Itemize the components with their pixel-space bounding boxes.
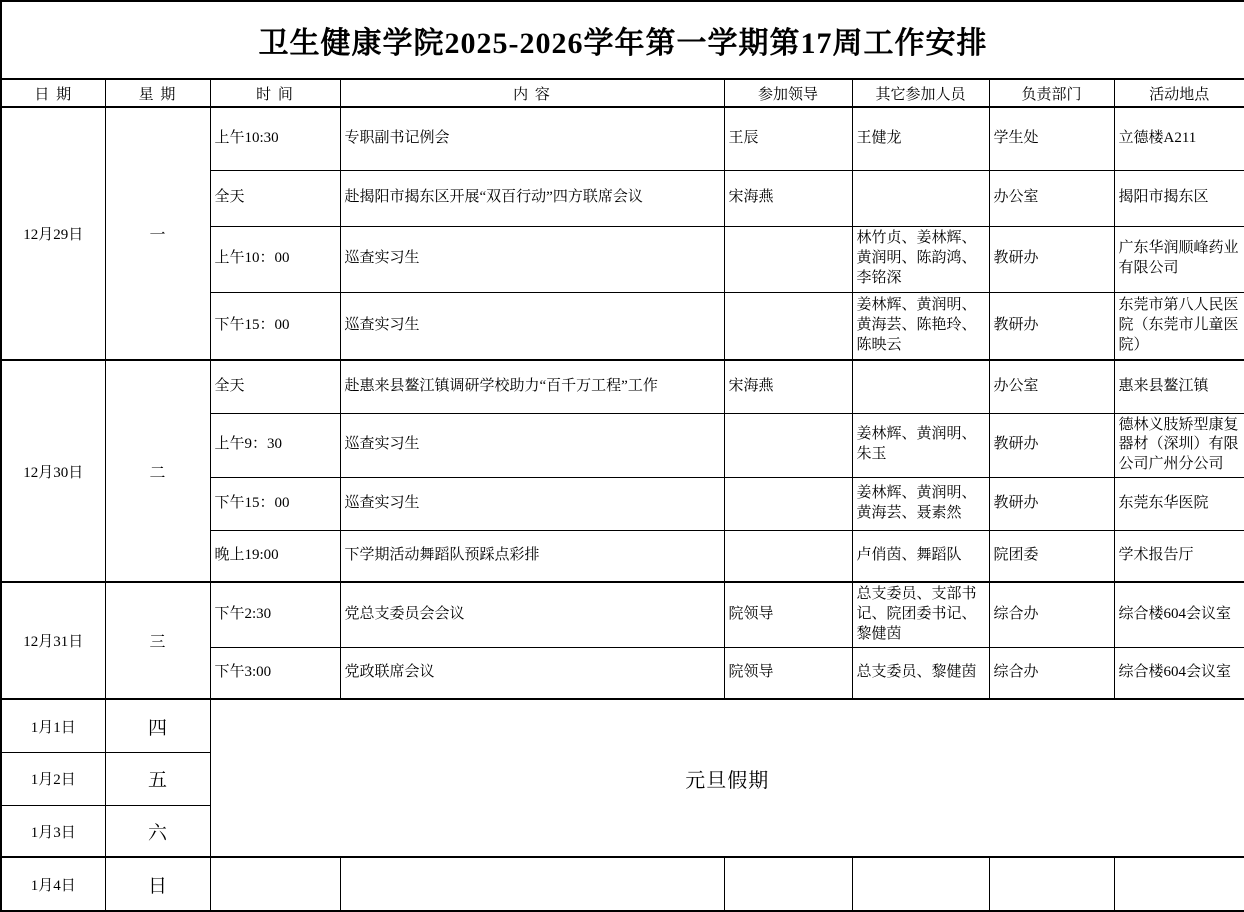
header-participants: 其它参加人员 xyxy=(852,79,989,107)
content-cell xyxy=(340,857,724,911)
department-cell: 综合办 xyxy=(989,647,1114,699)
weekday-cell: 三 xyxy=(105,582,210,699)
leaders-cell: 宋海燕 xyxy=(724,360,852,413)
department-cell: 教研办 xyxy=(989,413,1114,477)
table-row xyxy=(1,582,1244,647)
time-cell xyxy=(210,857,340,911)
location-cell xyxy=(1114,857,1244,911)
content-cell: 党总支委员会会议 xyxy=(340,582,724,647)
leaders-cell xyxy=(724,413,852,477)
department-cell: 教研办 xyxy=(989,292,1114,360)
leaders-cell xyxy=(724,477,852,530)
department-cell: 教研办 xyxy=(989,226,1114,292)
leaders-cell: 王辰 xyxy=(724,107,852,170)
content-cell: 巡查实习生 xyxy=(340,226,724,292)
date-cell: 1月2日 xyxy=(1,752,105,805)
participants-cell: 姜林辉、黄润明、朱玉 xyxy=(852,413,989,477)
header-time: 时间 xyxy=(210,79,340,107)
time-cell: 全天 xyxy=(210,360,340,413)
department-cell xyxy=(989,857,1114,911)
holiday-label: 元旦假期 xyxy=(210,699,1244,857)
participants-cell xyxy=(852,857,989,911)
header-date: 日期 xyxy=(1,79,105,107)
leaders-cell: 宋海燕 xyxy=(724,170,852,226)
participants-cell: 王健龙 xyxy=(852,107,989,170)
time-cell: 下午3:00 xyxy=(210,647,340,699)
leaders-cell xyxy=(724,857,852,911)
location-cell: 综合楼604会议室 xyxy=(1114,582,1244,647)
content-cell: 巡查实习生 xyxy=(340,413,724,477)
time-cell: 上午9：30 xyxy=(210,413,340,477)
weekday-cell: 一 xyxy=(105,107,210,360)
weekday-cell: 四 xyxy=(105,699,210,752)
leaders-cell xyxy=(724,292,852,360)
table-header-row xyxy=(1,79,1244,107)
table-row xyxy=(1,360,1244,413)
content-cell: 巡查实习生 xyxy=(340,292,724,360)
weekday-cell: 日 xyxy=(105,857,210,911)
location-cell: 东莞市第八人民医院（东莞市儿童医院） xyxy=(1114,292,1244,360)
time-cell: 下午15：00 xyxy=(210,292,340,360)
participants-cell: 卢俏茵、舞蹈队 xyxy=(852,530,989,582)
date-cell: 12月31日 xyxy=(1,582,105,699)
leaders-cell xyxy=(724,530,852,582)
table-row xyxy=(1,857,1244,911)
department-cell: 学生处 xyxy=(989,107,1114,170)
header-location: 活动地点 xyxy=(1114,79,1244,107)
time-cell: 下午15：00 xyxy=(210,477,340,530)
header-leaders: 参加领导 xyxy=(724,79,852,107)
content-cell: 下学期活动舞蹈队预踩点彩排 xyxy=(340,530,724,582)
location-cell: 揭阳市揭东区 xyxy=(1114,170,1244,226)
department-cell: 综合办 xyxy=(989,582,1114,647)
department-cell: 院团委 xyxy=(989,530,1114,582)
participants-cell xyxy=(852,170,989,226)
table-row xyxy=(1,107,1244,170)
participants-cell: 林竹贞、姜林辉、黄润明、陈韵鸿、李铭深 xyxy=(852,226,989,292)
location-cell: 立德楼A211 xyxy=(1114,107,1244,170)
participants-cell: 姜林辉、黄润明、黄海芸、聂素然 xyxy=(852,477,989,530)
time-cell: 上午10:30 xyxy=(210,107,340,170)
weekday-cell: 五 xyxy=(105,752,210,805)
content-cell: 赴揭阳市揭东区开展“双百行动”四方联席会议 xyxy=(340,170,724,226)
leaders-cell xyxy=(724,226,852,292)
time-cell: 下午2:30 xyxy=(210,582,340,647)
department-cell: 教研办 xyxy=(989,477,1114,530)
date-cell: 12月29日 xyxy=(1,107,105,360)
date-cell: 12月30日 xyxy=(1,360,105,582)
time-cell: 上午10：00 xyxy=(210,226,340,292)
page-title: 卫生健康学院2025-2026学年第一学期第17周工作安排 xyxy=(1,1,1244,79)
weekday-cell: 二 xyxy=(105,360,210,582)
header-weekday: 星期 xyxy=(105,79,210,107)
leaders-cell: 院领导 xyxy=(724,647,852,699)
header-content: 内容 xyxy=(340,79,724,107)
content-cell: 专职副书记例会 xyxy=(340,107,724,170)
participants-cell: 姜林辉、黄润明、黄海芸、陈艳玲、陈映云 xyxy=(852,292,989,360)
content-cell: 党政联席会议 xyxy=(340,647,724,699)
participants-cell: 总支委员、支部书记、院团委书记、黎健茵 xyxy=(852,582,989,647)
participants-cell xyxy=(852,360,989,413)
date-cell: 1月3日 xyxy=(1,805,105,857)
content-cell: 赴惠来县鳌江镇调研学校助力“百千万工程”工作 xyxy=(340,360,724,413)
location-cell: 德林义肢矫型康复器材（深圳）有限公司广州分公司 xyxy=(1114,413,1244,477)
time-cell: 晚上19:00 xyxy=(210,530,340,582)
location-cell: 综合楼604会议室 xyxy=(1114,647,1244,699)
date-cell: 1月4日 xyxy=(1,857,105,911)
location-cell: 广东华润顺峰药业有限公司 xyxy=(1114,226,1244,292)
header-department: 负责部门 xyxy=(989,79,1114,107)
weekday-cell: 六 xyxy=(105,805,210,857)
location-cell: 学术报告厅 xyxy=(1114,530,1244,582)
department-cell: 办公室 xyxy=(989,360,1114,413)
participants-cell: 总支委员、黎健茵 xyxy=(852,647,989,699)
time-cell: 全天 xyxy=(210,170,340,226)
location-cell: 东莞东华医院 xyxy=(1114,477,1244,530)
leaders-cell: 院领导 xyxy=(724,582,852,647)
department-cell: 办公室 xyxy=(989,170,1114,226)
content-cell: 巡查实习生 xyxy=(340,477,724,530)
date-cell: 1月1日 xyxy=(1,699,105,752)
location-cell: 惠来县鳌江镇 xyxy=(1114,360,1244,413)
table-row xyxy=(1,699,1244,752)
